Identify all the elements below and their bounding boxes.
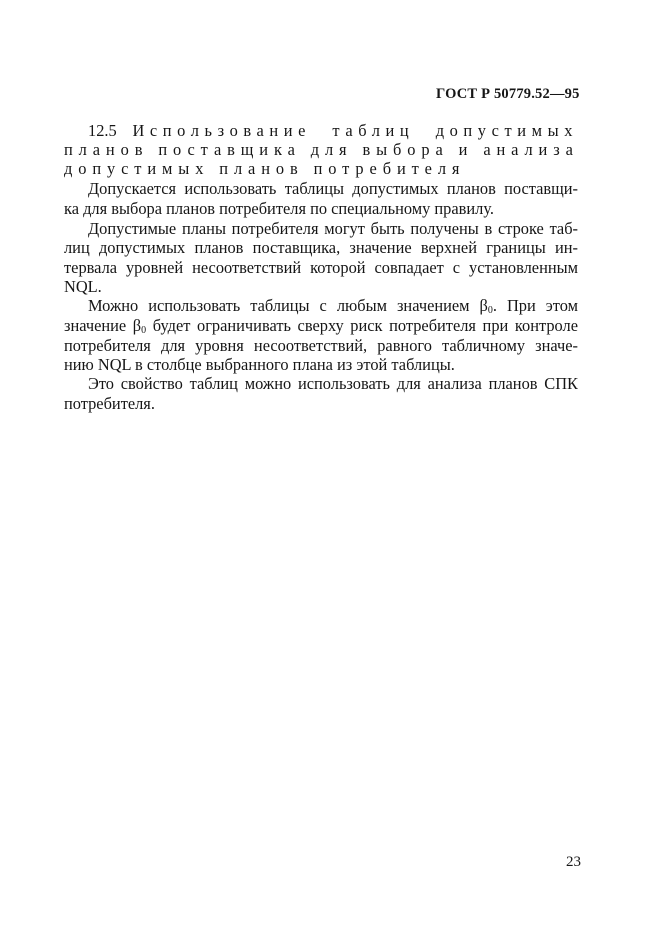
document-standard-number: ГОСТ Р 50779.52—95	[436, 86, 580, 102]
paragraph-1-line-1: Допускается использовать таблицы допустимых планов поставщи-	[88, 179, 578, 198]
beta-text-2-end: будет ограничивать сверху риск потребителя при контроле	[146, 316, 578, 335]
beta-subscript-2: 0	[141, 325, 147, 336]
beta-text-1-end: . При этом	[492, 296, 578, 315]
section-number: 12.5	[88, 121, 117, 140]
paragraph-3-line-3: потребителя для уровня несоответствий, равного табличному значе-	[64, 336, 578, 355]
paragraph-2-line-3: тервала уровней несоответствий которой совпадает с установленным	[64, 258, 578, 277]
section-title-part-3: допустимых планов потребителя	[64, 159, 466, 178]
section-heading-line-3	[64, 159, 554, 179]
beta-text-1: Можно использовать таблицы с любым значением β	[88, 296, 488, 315]
paragraph-3-line-2	[64, 316, 578, 336]
paragraph-2-line-1: Допустимые планы потребителя могут быть получены в строке таб-	[88, 219, 578, 238]
paragraph-2-line-2: лиц допустимых планов поставщика, значение верхней границы ин-	[64, 238, 578, 257]
paragraph-3-line-4: нию NQL в столбце выбранного плана из этой таблицы.	[64, 355, 455, 374]
paragraph-3-line-1	[88, 296, 578, 316]
beta-subscript-1: 0	[487, 305, 493, 316]
paragraph-4-line-1: Это свойство таблиц можно использовать для анализа планов СПК	[88, 374, 578, 393]
section-title-part-1: Использование таблиц допустимых	[132, 121, 578, 140]
page-number: 23	[566, 854, 581, 870]
paragraph-1-line-2: ка для выбора планов потребителя по специальному правилу.	[64, 199, 494, 218]
paragraph-2-line-4: NQL.	[64, 277, 102, 296]
section-title-part-2: планов поставщика для выбора и анализа	[64, 140, 579, 159]
paragraph-4-line-2: потребителя.	[64, 394, 155, 413]
section-heading-line-2	[64, 140, 578, 160]
beta-text-2: значение β	[64, 316, 142, 335]
section-heading-line-1	[88, 121, 578, 141]
